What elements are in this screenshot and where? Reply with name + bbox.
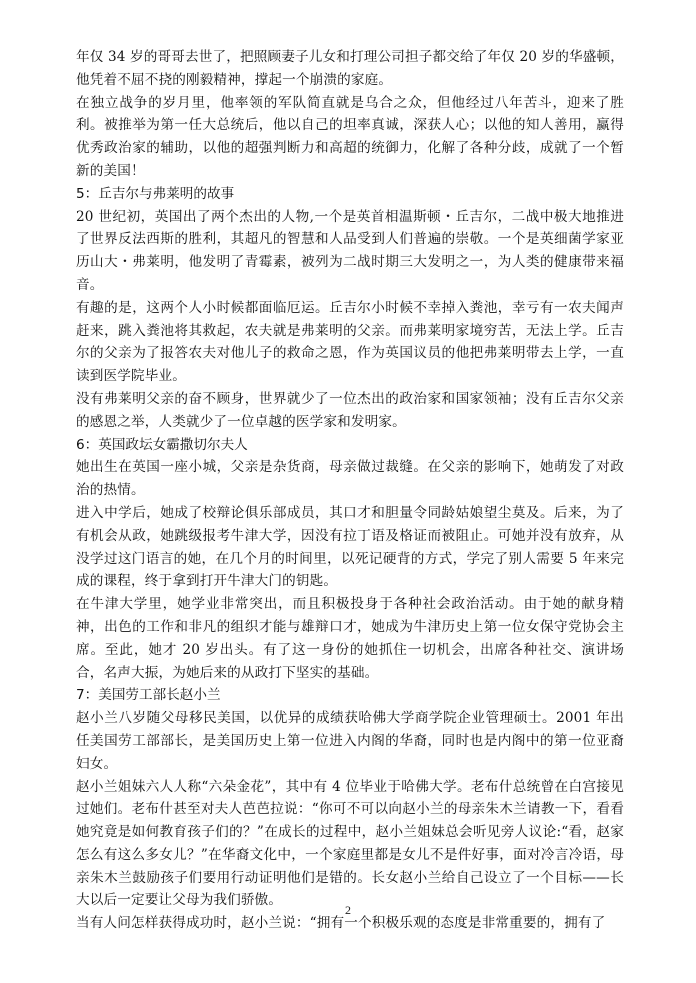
body-paragraph: 有趣的是，这两个人小时候都面临厄运。丘吉尔小时候不幸掉入粪池，幸亏有一农夫闻声赶来，跳入粪池将其救起，农夫就是弗莱明的父亲。而弗莱明家境穷苦，无法上学。丘吉尔的父亲为了报答农夫对他儿子的救命之恩，作为英国议员的他把弗莱明带去上学，一直读到医学院毕业。 (76, 299, 624, 385)
body-paragraph: 在牛津大学里，她学业非常突出，而且积极投身于各种社会政治活动。由于她的献身精神，出色的工作和非凡的组织才能与雄辩口才，她成为牛津历史上第一位女保守党协会主席。至此，她才 20 岁出头。有了这一身份的她抓住一切机会，出席各种社交、演讲场合，名声大振，为她后来的从政打下坚实的基础。 (76, 596, 624, 681)
body-paragraph: 当有人问怎样获得成功时，赵小兰说：“拥有一个积极乐观的态度是非常重要的，拥有了 (76, 915, 606, 932)
body-paragraph: 赵小兰姐妹六人人称“六朵金花”，其中有 4 位毕业于哈佛大学。老布什总统曾在白宫接见过她们。老布什甚至对夫人芭芭拉说：“你可不可以向赵小兰的母亲朱木兰请教一下，看看她究竟是如何教育孩子们的？”在成长的过程中，赵小兰姐妹总会听见旁人议论:“看，赵家怎么有这么多女儿？”在华裔文化中，一个家庭里都是女儿不是件好事，面对冷言冷语，母亲朱木兰鼓励孩子们要用行动证明他们是错的。长女赵小兰给自己设立了一个目标——长大以后一定要让父母为我们骄傲。 (76, 778, 624, 909)
section-heading: 5：丘吉尔与弗莱明的故事 (76, 185, 235, 202)
body-paragraph: 20 世纪初，英国出了两个杰出的人物,一个是英首相温斯顿・丘吉尔，二战中极大地推进了世界反法西斯的胜利，其超凡的智慧和人品受到人们普遍的崇敬。一个是英细菌学家亚历山大・弗莱明，他发明了青霉素，被列为二战时期三大发明之一，为人类的健康带来福音。 (76, 208, 624, 293)
body-paragraph: 没有弗莱明父亲的奋不顾身，世界就少了一位杰出的政治家和国家领袖；没有丘吉尔父亲的感恩之举，人类就少了一位卓越的医学家和发明家。 (76, 390, 624, 430)
body-paragraph: 她出生在英国一座小城，父亲是杂货商，母亲做过裁缝。在父亲的影响下，她萌发了对政治的热情。 (76, 459, 624, 499)
section-heading: 6：英国政坛女霸撒切尔夫人 (76, 436, 248, 453)
body-paragraph: 赵小兰八岁随父母移民美国，以优异的成绩获哈佛大学商学院企业管理硕士。2001 年出任美国劳工部部长，是美国历史上第一位进入内阁的华裔，同时也是内阁中的第一位亚裔妇女。 (76, 710, 624, 772)
body-paragraph: 进入中学后，她成了校辩论俱乐部成员，其口才和胆量令同龄姑娘望尘莫及。后来，为了有机会从政，她跳级报考牛津大学，因没有拉丁语及格证而被阻止。可她并没有放弃，从没学过这门语言的她，在几个月的时间里，以死记硬背的方式，学完了别人需要 5 年来完成的课程，终于拿到打开牛津大门的钥匙。 (76, 504, 624, 590)
document-page (76, 46, 624, 935)
section-heading: 7：美国劳工部长赵小兰 (76, 687, 221, 704)
page-number: 2 (345, 903, 351, 917)
body-paragraph: 在独立战争的岁月里，他率领的军队简直就是乌合之众，但他经过八年苦斗，迎来了胜利。被推举为第一任大总统后，他以自己的坦率真诚，深获人心；以他的知人善用，赢得优秀政治家的辅助，以他的超强判断力和高超的统御力，化解了各种分歧，成就了一个暂新的美国！ (76, 94, 624, 179)
body-paragraph: 年仅 34 岁的哥哥去世了，把照顾妻子儿女和打理公司担子都交给了年仅 20 岁的华盛顿，他凭着不屈不挠的刚毅精神，撑起一个崩溃的家庭。 (76, 49, 624, 88)
